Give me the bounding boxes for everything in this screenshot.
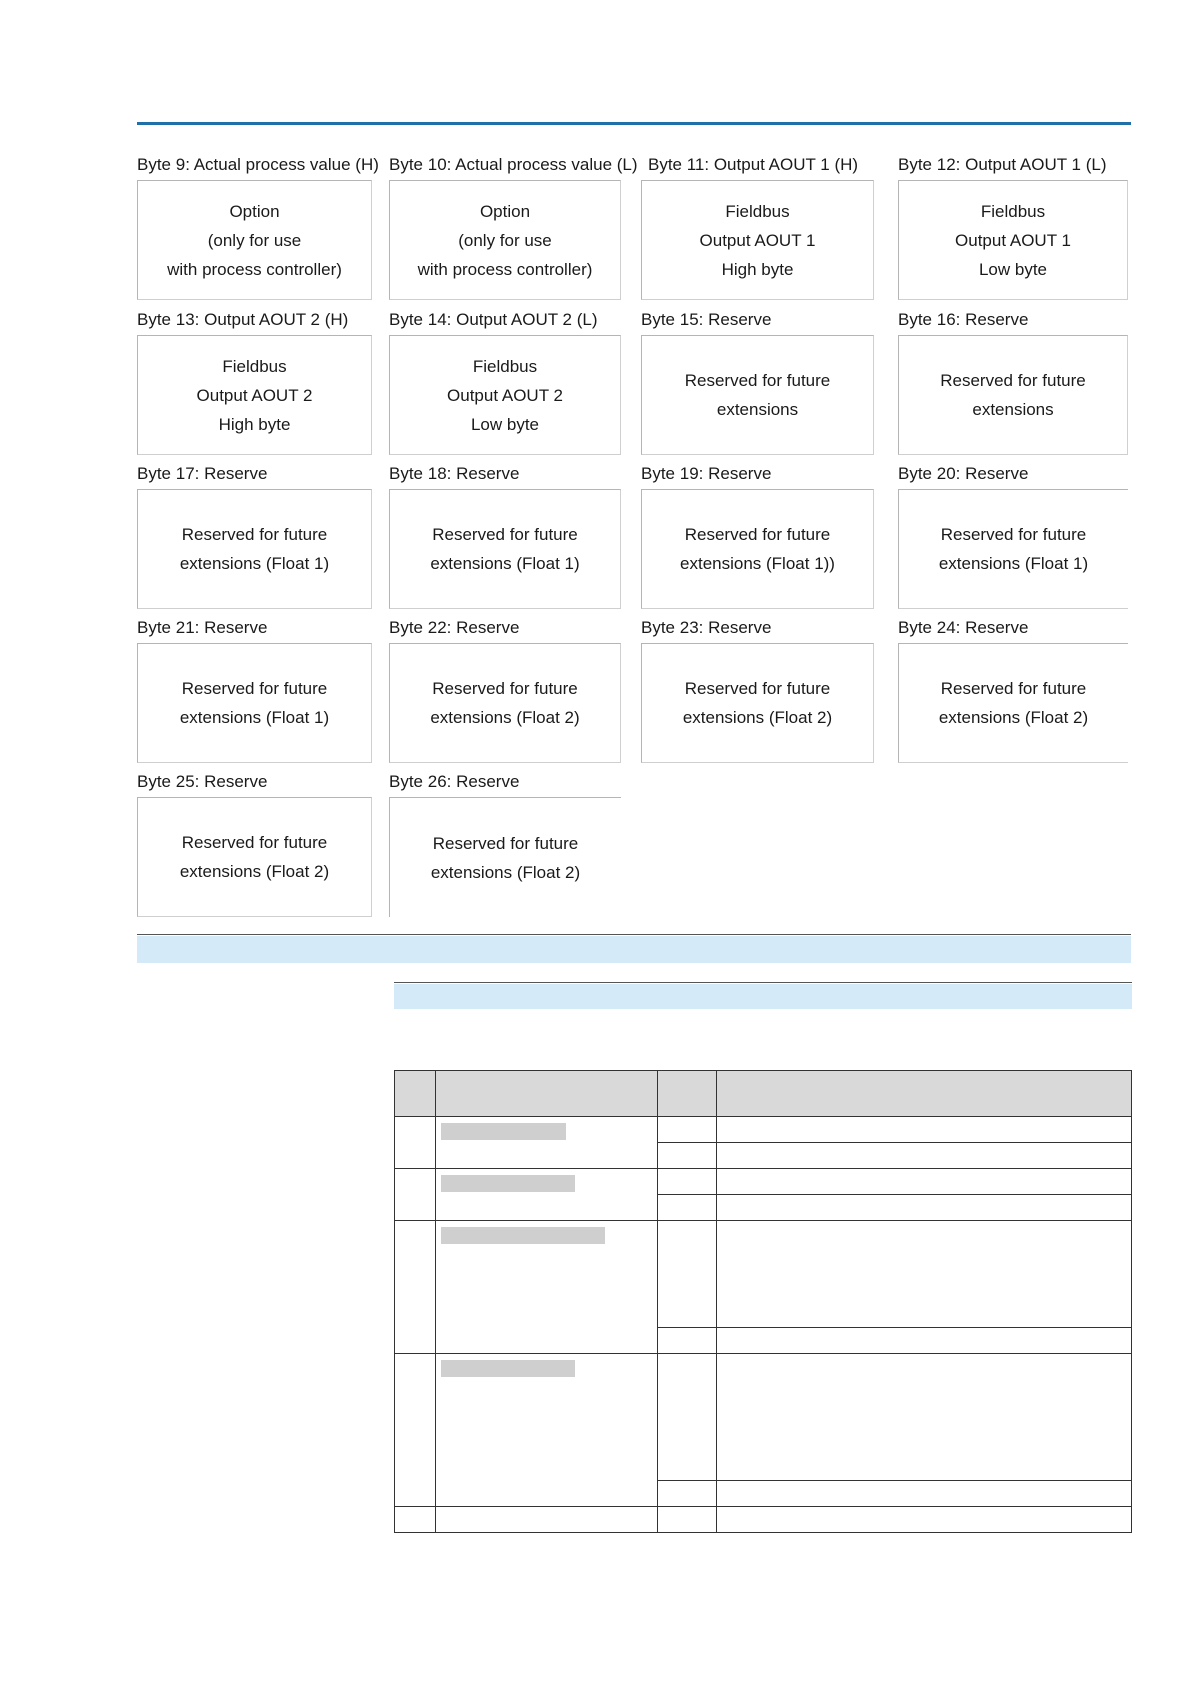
byte-25-label: Byte 25: Reserve: [137, 772, 268, 791]
byte-12-label: Byte 12: Output AOUT 1 (L): [898, 155, 1107, 174]
byte-24-label: Byte 24: Reserve: [898, 618, 1029, 637]
box-line: with process controller): [417, 259, 593, 279]
box-line: extensions (Float 2): [682, 708, 833, 727]
byte-10-box: [389, 180, 621, 300]
box-line: extensions (Float 2): [179, 862, 330, 881]
box-line: extensions (Float 1)): [680, 554, 835, 573]
box-line: extensions: [716, 400, 799, 419]
subsection-heading-band: [394, 984, 1132, 1009]
table-header-cell: [395, 1071, 436, 1117]
byte-18-label: Byte 18: Reserve: [389, 464, 520, 483]
parameter-table: [394, 1070, 1132, 1533]
table-header-row: [395, 1071, 1132, 1117]
box-line: extensions (Float 2): [430, 708, 580, 727]
table-cell: [658, 1195, 717, 1221]
byte-13-label: Byte 13: Output AOUT 2 (H): [137, 310, 349, 329]
byte-14-label: Byte 14: Output AOUT 2 (L): [389, 310, 598, 329]
box-line: extensions (Float 1): [179, 554, 330, 573]
box-line: (only for use: [207, 230, 302, 250]
box-line: Option: [479, 201, 531, 221]
table-cell: [717, 1117, 1132, 1143]
byte-21-label: Byte 21: Reserve: [137, 618, 268, 637]
box-line: with process controller): [167, 259, 342, 279]
byte-20-label: Byte 20: Reserve: [898, 464, 1029, 483]
byte-23-box: [641, 643, 874, 763]
byte-16-label: Byte 16: Reserve: [898, 310, 1029, 329]
byte-24-box: [898, 643, 1128, 763]
table-cell: [436, 1507, 658, 1533]
byte-13-box: [137, 335, 372, 455]
table-row: [395, 1117, 1132, 1143]
box-line: extensions (Float 1): [430, 554, 580, 573]
box-line: Fieldbus: [725, 201, 790, 221]
box-line: Output AOUT 2: [196, 385, 313, 405]
byte-20-box: [898, 489, 1128, 609]
box-line: Reserved for future: [432, 679, 578, 698]
box-line: Output AOUT 1: [955, 230, 1071, 250]
byte-22-label: Byte 22: Reserve: [389, 618, 520, 637]
byte-18-box: [389, 489, 621, 609]
box-line: Reserved for future: [432, 833, 579, 853]
byte-21-box: [137, 643, 372, 763]
section-heading-band: [137, 936, 1131, 963]
table-row: [395, 1354, 1132, 1481]
box-line: Output AOUT 2: [447, 385, 563, 405]
table-cell: [395, 1169, 436, 1221]
table-row: [395, 1221, 1132, 1328]
byte-15-label: Byte 15: Reserve: [641, 310, 772, 329]
byte-11-box: [641, 180, 874, 300]
byte-26-box: [389, 797, 621, 917]
table-cell: [658, 1143, 717, 1169]
table-cell: [658, 1221, 717, 1328]
box-line: Reserved for future: [181, 833, 328, 852]
box-line: Reserved for future: [684, 525, 831, 544]
byte-17-label: Byte 17: Reserve: [137, 464, 268, 483]
table-cell: [658, 1507, 717, 1533]
table-header-cell: [658, 1071, 717, 1117]
table-cell: [658, 1328, 717, 1354]
box-line: Fieldbus: [472, 356, 538, 376]
subsection-rule: [394, 982, 1132, 983]
byte-9-label: Byte 9: Actual process value (H): [137, 155, 379, 174]
box-line: Low byte: [470, 414, 540, 434]
box-line: Reserved for future: [181, 525, 328, 544]
byte-11-label: Byte 11: Output AOUT 1 (H): [648, 155, 859, 174]
box-line: High byte: [218, 414, 291, 434]
table-row: [395, 1169, 1132, 1195]
box-line: Output AOUT 1: [699, 230, 816, 250]
box-line: Fieldbus: [980, 201, 1046, 221]
redacted-text: [441, 1175, 575, 1192]
table-cell: [395, 1117, 436, 1169]
section-rule: [137, 934, 1131, 935]
redacted-text: [441, 1360, 575, 1377]
box-line: Reserved for future: [181, 679, 328, 698]
table-cell: [395, 1221, 436, 1354]
box-line: Reserved for future: [432, 525, 578, 544]
box-line: Reserved for future: [684, 371, 831, 390]
box-line: Reserved for future: [684, 679, 831, 698]
byte-22-box: [389, 643, 621, 763]
redacted-text: [441, 1123, 566, 1140]
redacted-text: [441, 1227, 605, 1244]
table-cell: [658, 1481, 717, 1507]
byte-15-box: [641, 335, 874, 455]
box-line: extensions (Float 2): [430, 862, 581, 882]
table-cell: [436, 1354, 658, 1507]
box-line: Fieldbus: [222, 356, 287, 376]
box-line: Reserved for future: [940, 525, 1087, 544]
byte-16-box: [898, 335, 1128, 455]
table-cell: [717, 1221, 1132, 1328]
table-cell: [717, 1354, 1132, 1481]
byte-9-box: [137, 180, 372, 300]
byte-25-box: [137, 797, 372, 917]
byte-26-label: Byte 26: Reserve: [389, 772, 520, 791]
table-cell: [717, 1481, 1132, 1507]
table-cell: [717, 1507, 1132, 1533]
table-cell: [717, 1328, 1132, 1354]
table-header-cell: [436, 1071, 658, 1117]
table-cell: [717, 1169, 1132, 1195]
table-cell: [436, 1117, 658, 1169]
table-cell: [436, 1169, 658, 1221]
table-cell: [658, 1169, 717, 1195]
table-cell: [717, 1195, 1132, 1221]
box-line: Reserved for future: [940, 371, 1086, 390]
table-cell: [717, 1143, 1132, 1169]
byte-14-box: [389, 335, 621, 455]
table-cell: [658, 1354, 717, 1481]
table-cell: [658, 1117, 717, 1143]
box-line: extensions (Float 2): [938, 708, 1089, 727]
box-line: (only for use: [458, 230, 552, 250]
byte-19-label: Byte 19: Reserve: [641, 464, 772, 483]
header-rule: [137, 122, 1131, 125]
byte-12-box: [898, 180, 1128, 300]
table-cell: [395, 1507, 436, 1533]
table-header-cell: [717, 1071, 1132, 1117]
byte-10-label: Byte 10: Actual process value (L): [389, 155, 638, 174]
byte-23-label: Byte 23: Reserve: [641, 618, 772, 637]
box-line: extensions: [972, 400, 1054, 419]
box-line: Reserved for future: [940, 679, 1087, 698]
box-line: Low byte: [978, 259, 1048, 279]
byte-17-box: [137, 489, 372, 609]
table-row: [395, 1507, 1132, 1533]
box-line: extensions (Float 1): [938, 554, 1089, 573]
box-line: Option: [229, 201, 280, 221]
byte-19-box: [641, 489, 874, 609]
box-line: extensions (Float 1): [179, 708, 330, 727]
box-line: High byte: [721, 259, 794, 279]
table-cell: [395, 1354, 436, 1507]
table-cell: [436, 1221, 658, 1354]
